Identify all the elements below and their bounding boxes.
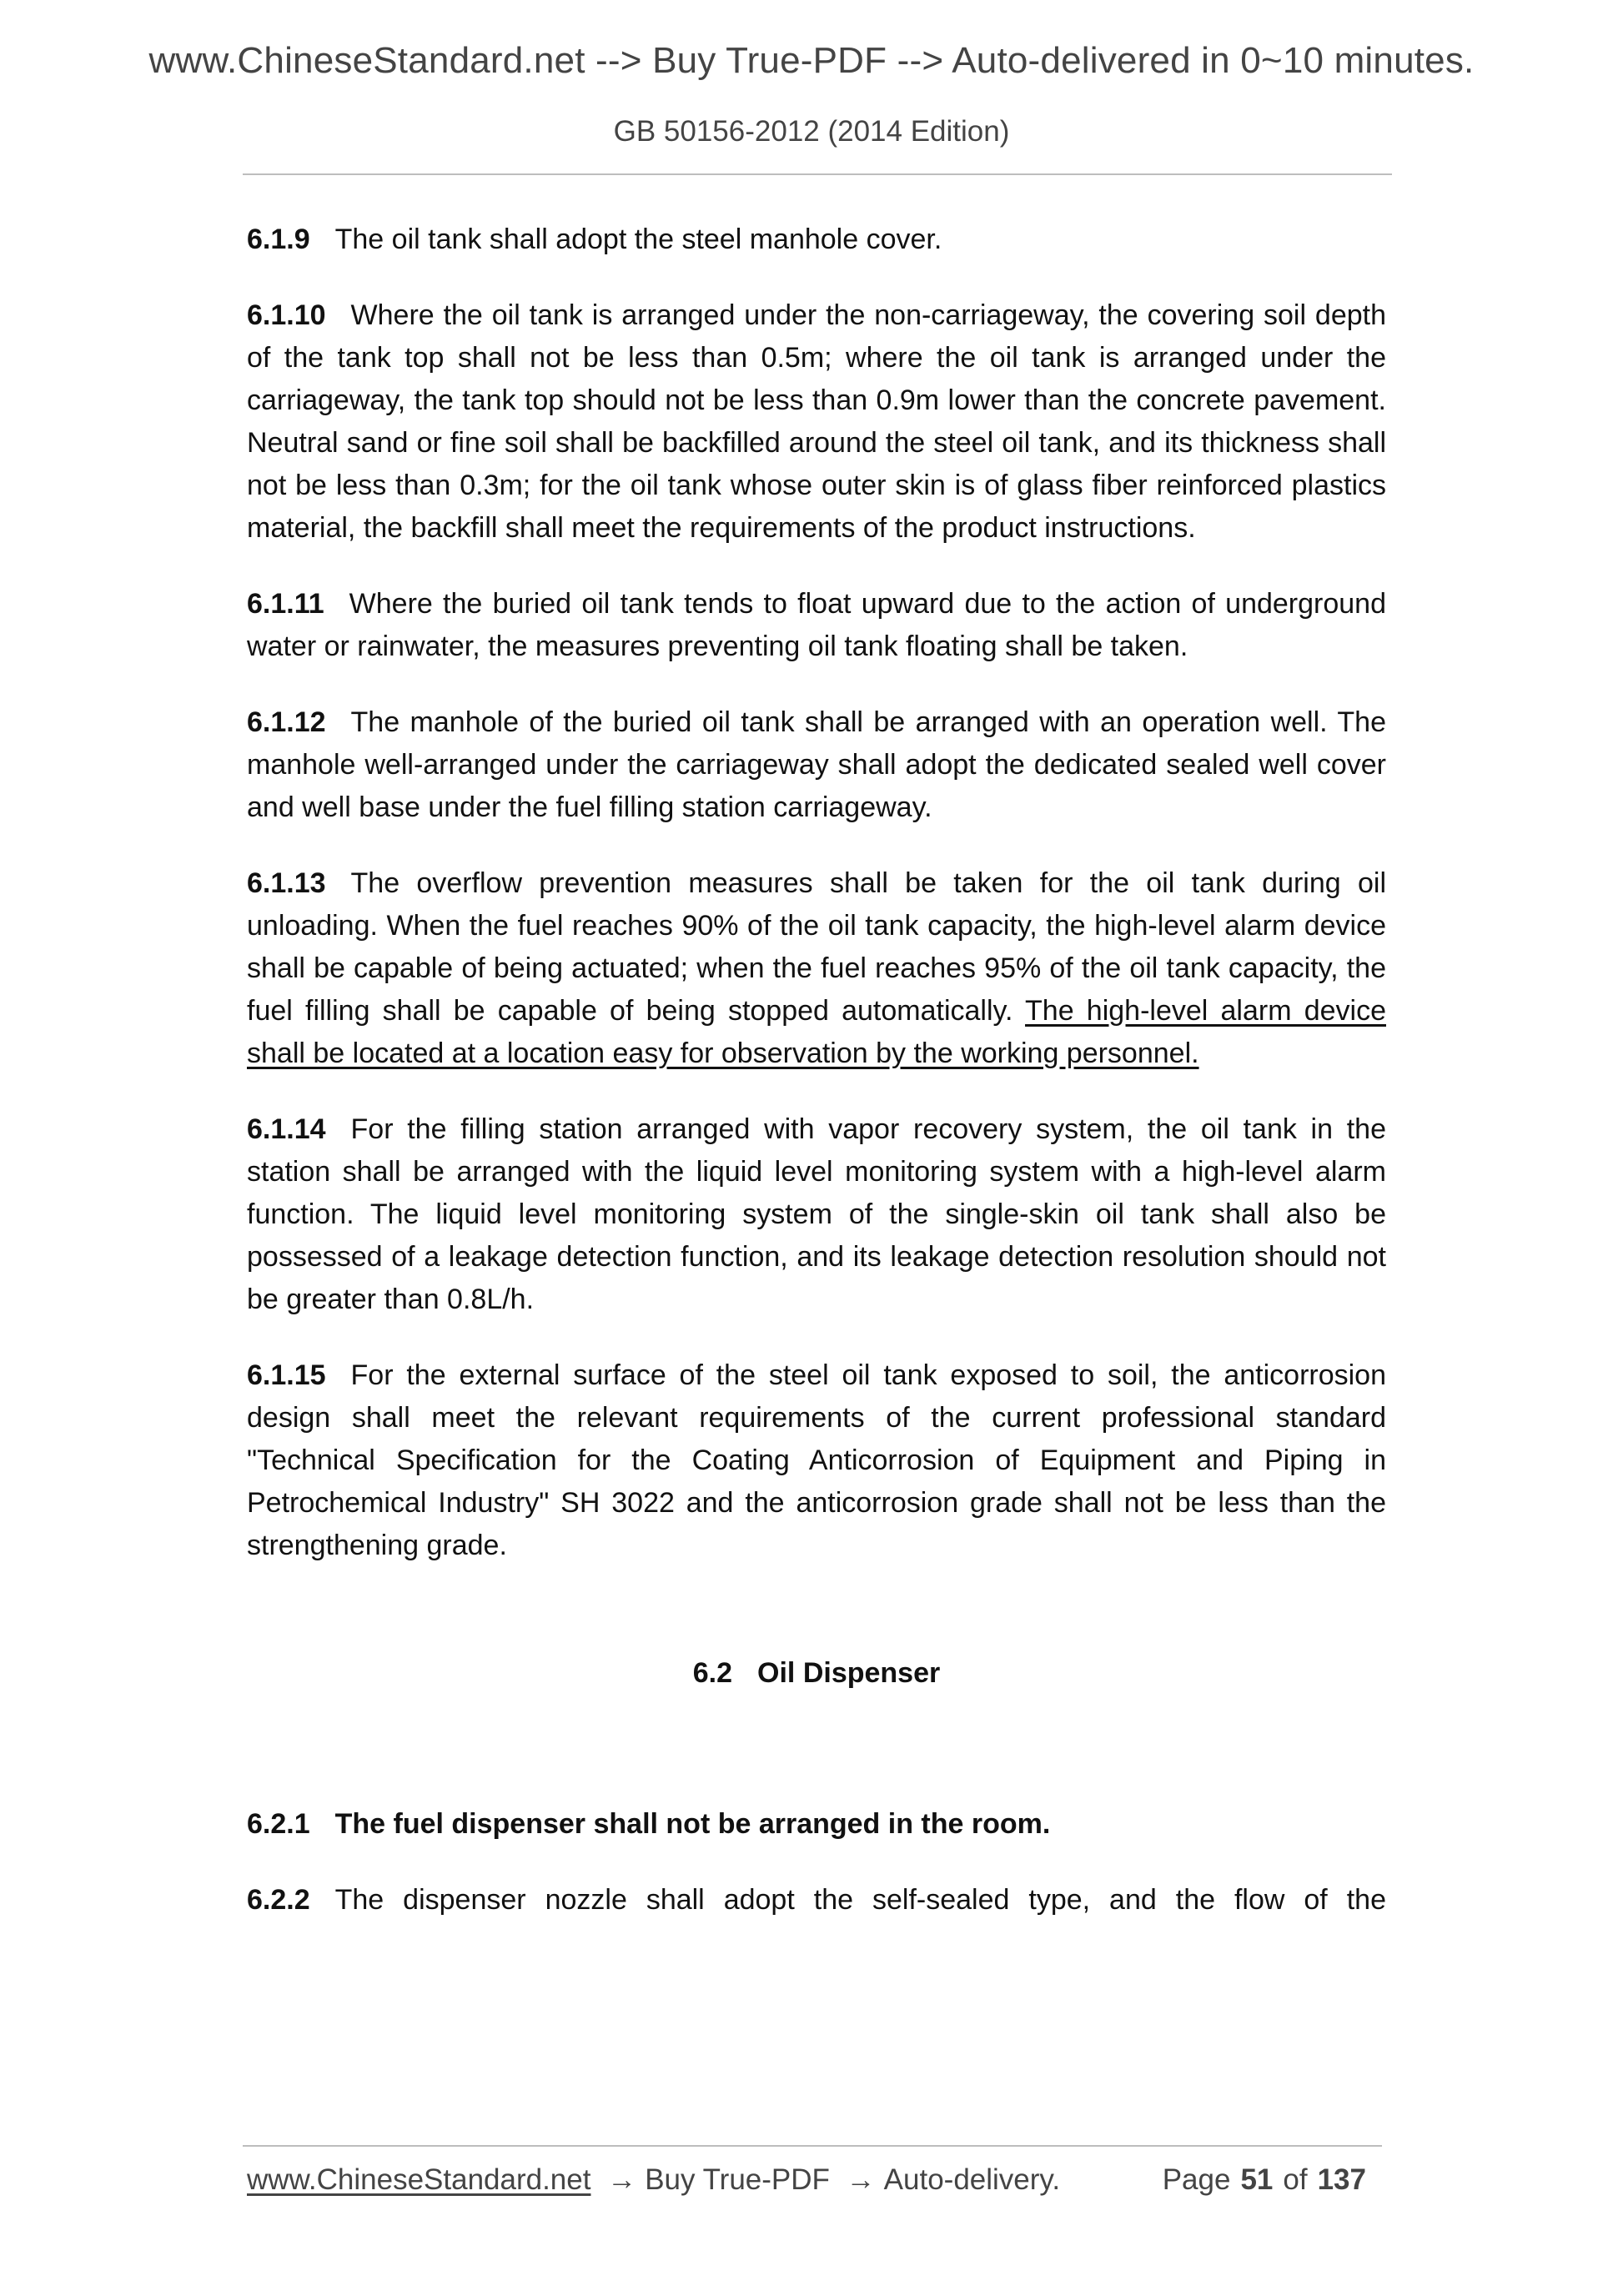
clause-text: The dispenser nozzle shall adopt the self-sealed type, and the flow of the (334, 1884, 1386, 1916)
clause-number: 6.1.15 (247, 1359, 326, 1391)
clause-text: For the filling station arranged with vapor recovery system, the oil tank in the station shall be arranged with the liquid level monitoring system with a high-level alarm function. The liquid level monitoring system of the single-skin oil tank shall also be possessed of a leakage detection function, and its leakage detection resolution should not be greater than 0.8L/h. (247, 1113, 1386, 1315)
footer-buy-text: Buy True-PDF (645, 2163, 830, 2196)
clause-number: 6.1.10 (247, 299, 326, 331)
document-code: GB 50156-2012 (2014 Edition) (613, 115, 1010, 148)
footer-divider (243, 2145, 1382, 2147)
footer-auto-text: Auto-delivery. (883, 2163, 1061, 2196)
section-heading (247, 1652, 1386, 1695)
clause-6-1-10 (247, 294, 1386, 550)
clause-number: 6.1.14 (247, 1113, 326, 1145)
clause-text: Where the buried oil tank tends to float upward due to the action of underground water or rainwater, the measures preventing oil tank floating shall be taken. (247, 588, 1386, 662)
clause-number: 6.2.1 (247, 1808, 310, 1840)
clause-number: 6.1.12 (247, 706, 326, 738)
clause-text: The manhole of the buried oil tank shall be arranged with an operation well. The manhole well-arranged under the carriageway shall adopt the dedicated sealed well cover and well base under the fuel filling station carriageway. (247, 706, 1386, 823)
clause-text: Where the oil tank is arranged under the non-carriageway, the covering soil depth of the tank top shall not be less than 0.5m; where the oil tank is arranged under the carriageway, the tank top should not be less than 0.9m lower than the concrete pavement. Neutral sand or fine soil shall be backfilled around the steel oil tank, and its thickness shall not be less than 0.3m; for the oil tank whose outer skin is of glass fiber reinforced plastics material, the backfill shall meet the requirements of the product instructions. (247, 299, 1386, 544)
clause-number: 6.2.2 (247, 1884, 310, 1916)
clause-text: The oil tank shall adopt the steel manhole cover. (334, 224, 942, 255)
clause-6-1-9 (247, 219, 1386, 261)
section-title: Oil Dispenser (757, 1657, 941, 1689)
page-counter (1163, 2163, 1376, 2197)
page-of-label: of (1283, 2163, 1308, 2196)
clause-6-1-12 (247, 701, 1386, 829)
page-body (247, 219, 1386, 1955)
top-banner: www.ChineseStandard.net --> Buy True-PDF --> Auto-delivered in 0~10 minutes. (148, 40, 1475, 81)
page-current: 51 (1240, 2163, 1274, 2196)
clause-6-1-13 (247, 862, 1386, 1075)
underlined-revision-text: The high-level alarm device shall be located at a location easy for observation by the working personnel. (247, 995, 1386, 1069)
section-number: 6.2 (692, 1657, 733, 1689)
clause-text: The fuel dispenser shall not be arranged in the room. (334, 1808, 1051, 1840)
clause-6-1-14 (247, 1108, 1386, 1321)
clause-number: 6.1.9 (247, 224, 310, 255)
header-divider (243, 173, 1392, 175)
clause-text: For the external surface of the steel oil tank exposed to soil, the anticorrosion design shall meet the relevant requirements of the current professional standard "Technical Specification for the Coating Anticorrosion of Equipment and Piping in Petrochemical Industry" SH 3022 and the anticorrosion grade shall not be less than the strengthening grade. (247, 1359, 1386, 1561)
clause-6-2-2 (247, 1879, 1386, 1922)
clause-6-1-15 (247, 1354, 1386, 1567)
clause-6-2-1 (247, 1803, 1386, 1846)
clause-text: The overflow prevention measures shall be taken for the oil tank during oil unloading. When the fuel reaches 90% of the oil tank capacity, the high-level alarm device shall be capable of being actuated; when the fuel reaches 95% of the oil tank capacity, the fuel filling shall be capable of being stopped automatically. (247, 867, 1386, 1027)
arrow-right-icon: → (846, 2163, 876, 2196)
footer-promo (247, 2163, 1060, 2197)
clause-number: 6.1.11 (247, 588, 324, 620)
clause-number: 6.1.13 (247, 867, 326, 899)
footer-site-link[interactable]: www.ChineseStandard.net (247, 2163, 591, 2196)
page-total: 137 (1317, 2163, 1366, 2196)
page-label: Page (1162, 2163, 1231, 2196)
clause-6-1-11 (247, 583, 1386, 668)
arrow-right-icon: → (607, 2163, 637, 2196)
